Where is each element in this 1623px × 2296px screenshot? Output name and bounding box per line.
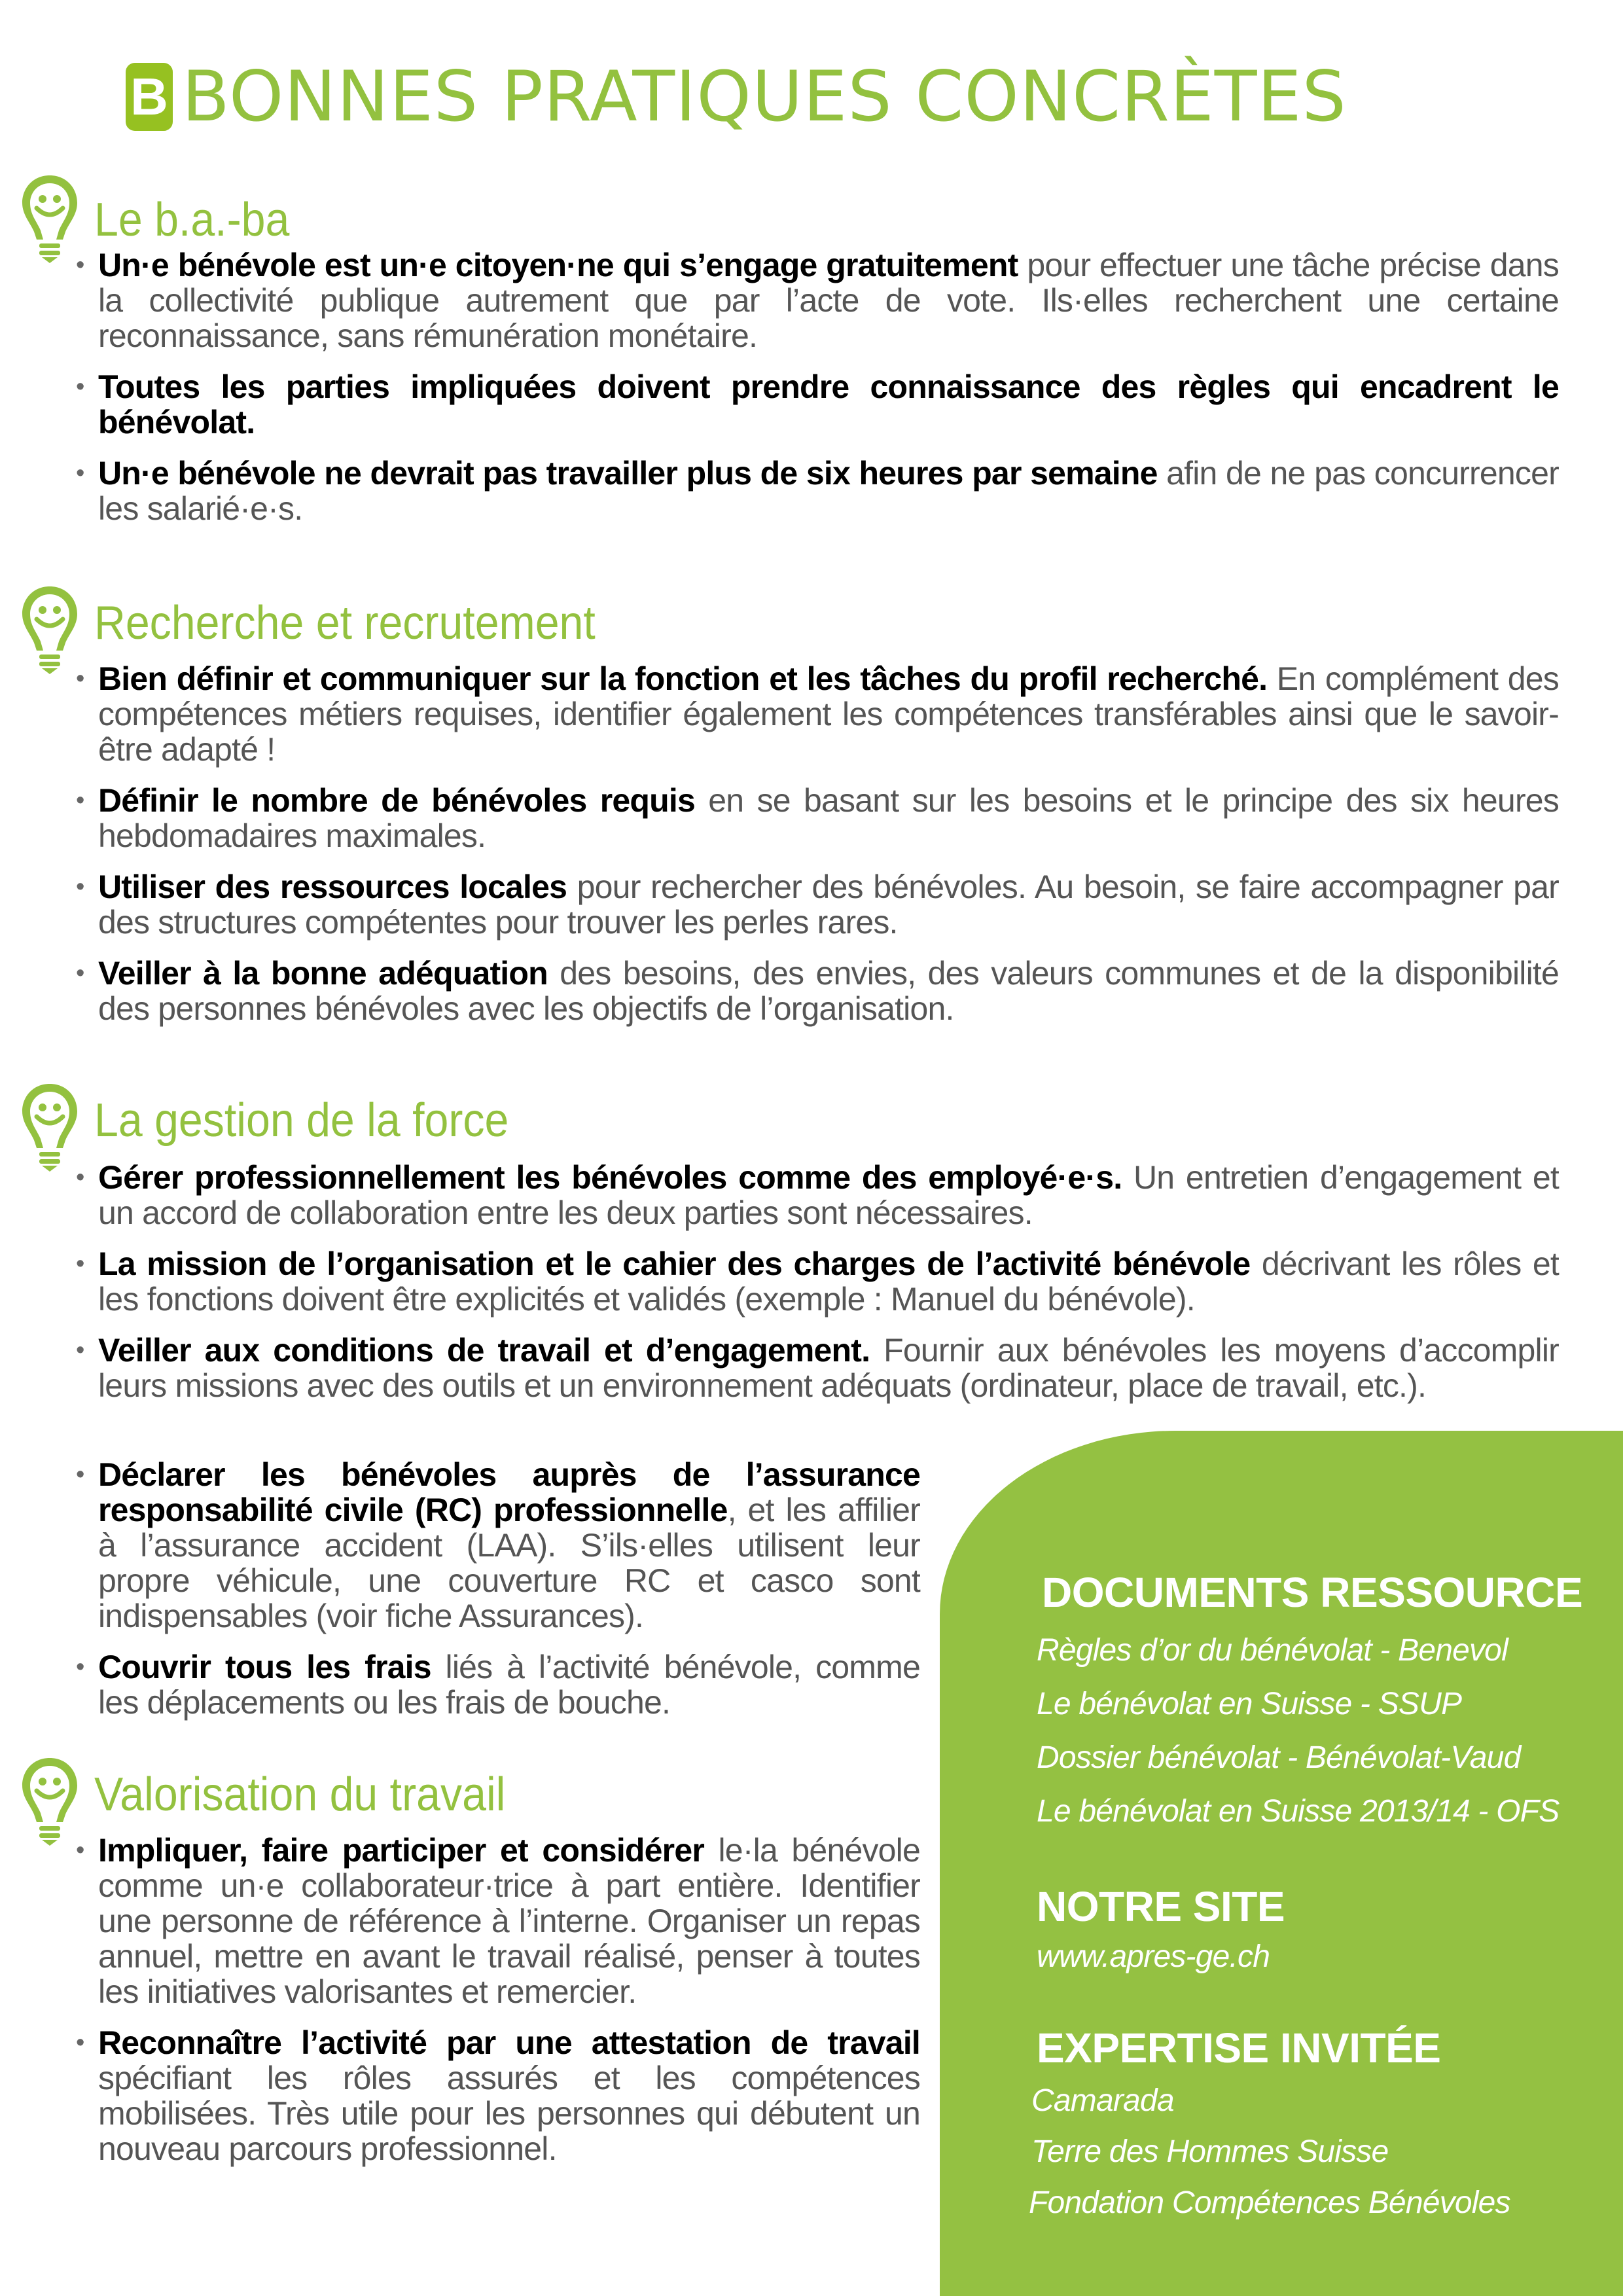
list-item: • Définir le nombre de bénévoles requis en se basant sur les besoins et le principe des six heures hebdomadaires maximales. (76, 783, 1559, 853)
list-item: • Toutes les parties impliquées doivent prendre connaissance des règles qui encadrent le bénévolat. (76, 369, 1559, 440)
lightbulb-smiley-icon (18, 583, 81, 674)
basics-list (76, 247, 1559, 542)
expertise-heading: EXPERTISE INVITÉE (1037, 2024, 1441, 2072)
section-title: Le b.a.-ba (94, 194, 290, 246)
list-item: • Impliquer, faire participer et considérer le·la bénévole comme un·e collaborateur·trice à part entière. Identifier une personne de référence à l’interne. Organiser un repas annuel, mettre en avant le travail réalisé, penser à toutes les initiatives valorisantes et remercier. (76, 1833, 920, 2009)
list-item: • Gérer professionnellement les bénévoles comme des employé·e·s. Un entretien d’engagement et un accord de collaboration entre les deux parties sont nécessaires. (76, 1160, 1559, 1230)
list-item: • Veiller aux conditions de travail et d’engagement. Fournir aux bénévoles les moyens d’accomplir leurs missions avec des outils et un environnement adéquats (ordinateur, place de travail, etc.). (76, 1333, 1559, 1403)
list-item: • La mission de l’organisation et le cahier des charges de l’activité bénévole décrivant les rôles et les fonctions doivent être explicités et validés (exemple : Manuel du bénévole). (76, 1246, 1559, 1317)
site-heading: NOTRE SITE (1037, 1883, 1285, 1930)
document-link[interactable]: Dossier bénévolat - Bénévolat-Vaud (1037, 1740, 1521, 1775)
resources-panel (940, 1431, 1623, 2296)
management-list-narrow (76, 1457, 920, 1736)
list-item: • Veiller à la bonne adéquation des besoins, des envies, des valeurs communes et de la disponibilité des personnes bénévoles avec les objectifs de l’organisation. (76, 956, 1559, 1026)
recruitment-list (76, 661, 1559, 1042)
document-link[interactable]: Le bénévolat en Suisse - SSUP (1037, 1687, 1462, 1721)
site-url-link[interactable]: www.apres-ge.ch (1037, 1939, 1270, 1974)
page-title (126, 56, 1347, 137)
page-title-text: BONNES PRATIQUES CONCRÈTES (182, 56, 1347, 137)
valorisation-list (76, 1833, 920, 2182)
expertise-item: Terre des Hommes Suisse (1031, 2134, 1389, 2169)
section-title: Valorisation du travail (94, 1768, 506, 1821)
section-title: Recherche et recrutement (94, 597, 596, 649)
list-item: • Utiliser des ressources locales pour rechercher des bénévoles. Au besoin, se faire accompagner par des structures compétentes pour trouver les perles rares. (76, 869, 1559, 940)
list-item: • Bien définir et communiquer sur la fonction et les tâches du profil recherché. En complément des compétences métiers requises, identifier également les compétences transférables ainsi que le savoir-être adapté ! (76, 661, 1559, 767)
list-item: • Couvrir tous les frais liés à l’activité bénévole, comme les déplacements ou les frais de bouche. (76, 1649, 920, 1720)
section-letter-badge: B (126, 63, 173, 131)
section-header-management (18, 1080, 544, 1172)
lightbulb-smiley-icon (18, 171, 81, 263)
list-item: • Un·e bénévole est un·e citoyen·ne qui s’engage gratuitement pour effectuer une tâche précise dans la collectivité publique autrement que par l’acte de vote. Ils·elles recherchent une certaine reconnaissance, sans rémunération monétaire. (76, 247, 1559, 353)
list-item: • Un·e bénévole ne devrait pas travailler plus de six heures par semaine afin de ne pas concurrencer les salarié·e·s. (76, 456, 1559, 526)
document-link[interactable]: Le bénévolat en Suisse 2013/14 - OFS (1037, 1794, 1560, 1829)
list-item: • Reconnaître l’activité par une attestation de travail spécifiant les rôles assurés et les compétences mobilisées. Très utile pour les personnes qui débutent un nouveau parcours professionnel. (76, 2025, 920, 2166)
expertise-item: Fondation Compétences Bénévoles (1029, 2185, 1510, 2220)
documents-heading: DOCUMENTS RESSOURCE (1042, 1569, 1583, 1616)
document-link[interactable]: Règles d’or du bénévolat - Benevol (1037, 1633, 1508, 1668)
management-list (76, 1160, 1559, 1419)
lightbulb-smiley-icon (18, 1080, 81, 1172)
lightbulb-smiley-icon (18, 1754, 81, 1846)
section-title: La gestion de la force (94, 1094, 509, 1147)
list-item: • Déclarer les bénévoles auprès de l’assurance responsabilité civile (RC) professionnelle, et les affilier à l’assurance accident (LAA). S’ils·elles utilisent leur propre véhicule, une couverture RC et casco sont indispensables (voir fiche Assurances). (76, 1457, 920, 1634)
expertise-item: Camarada (1031, 2083, 1174, 2118)
